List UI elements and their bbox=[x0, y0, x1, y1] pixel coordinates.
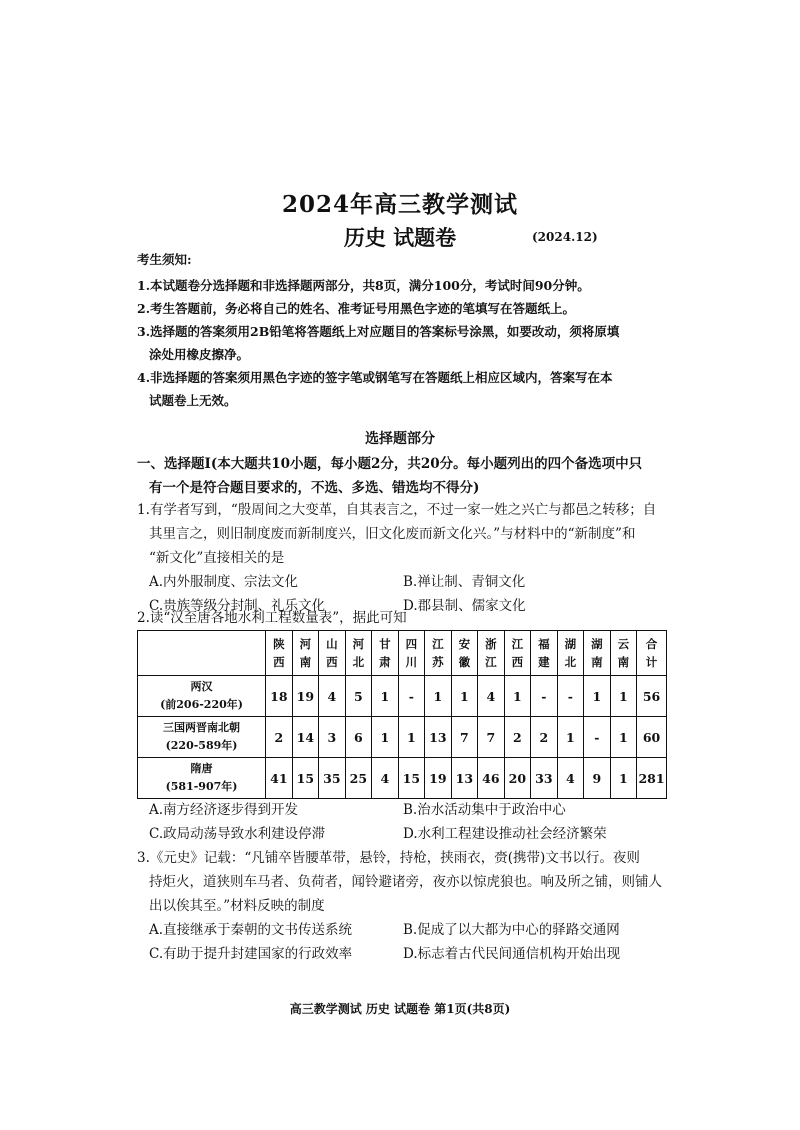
table-cell: 1 bbox=[610, 717, 637, 758]
q2-options bbox=[137, 798, 667, 846]
table-cell: 3 bbox=[319, 717, 346, 758]
row-label-han: 两汉 (前206-220年) bbox=[138, 676, 266, 717]
table-cell: 4 bbox=[478, 676, 505, 717]
col-header-jiangsu: 江 苏 bbox=[425, 631, 452, 676]
col-header-jiangxi: 江 西 bbox=[504, 631, 531, 676]
col-header-hebei: 河 北 bbox=[345, 631, 372, 676]
table-cell: 1 bbox=[398, 717, 425, 758]
table-row bbox=[138, 758, 667, 799]
exam-subtitle: 历史 试题卷 bbox=[343, 225, 457, 250]
table-cell: 1 bbox=[504, 676, 531, 717]
table-cell: 18 bbox=[266, 676, 293, 717]
table-cell: 2 bbox=[531, 717, 558, 758]
q1-option-a[interactable]: A.内外服制度、宗法文化 bbox=[149, 574, 299, 590]
q2-option-b[interactable]: B.治水活动集中于政治中心 bbox=[403, 802, 566, 818]
table-cell: 1 bbox=[610, 758, 637, 799]
note-item-2: 2.考生答题前，务必将自己的姓名、准考证号用黑色字迹的笔填写在答题纸上。 bbox=[137, 301, 576, 316]
table-cell: 13 bbox=[425, 717, 452, 758]
col-header-gansu: 甘 肃 bbox=[372, 631, 399, 676]
q2-option-a[interactable]: A.南方经济逐步得到开发 bbox=[149, 802, 299, 818]
q2-option-c[interactable]: C.政局动荡导致水利建设停滞 bbox=[149, 826, 326, 842]
table-cell: 4 bbox=[319, 676, 346, 717]
part1-line2: 有一个是符合题目要求的，不选、多选、错选均不得分) bbox=[149, 480, 480, 496]
note-item-3: 3.选择题的答案须用2B铅笔将答题纸上对应题目的答案标号涂黑，如要改动，须将原填 bbox=[137, 324, 620, 339]
q3-option-b[interactable]: B.促成了以大都为中心的驿路交通网 bbox=[403, 922, 620, 938]
q2-stem: 2.读“汉至唐各地水利工程数量表”，据此可知 bbox=[137, 610, 407, 626]
row-label-sanguo: 三国两晋南北朝 (220-589年) bbox=[138, 717, 266, 758]
q3-option-c[interactable]: C.有助于提升封建国家的行政效率 bbox=[149, 946, 353, 962]
col-header-yunnan: 云 南 bbox=[610, 631, 637, 676]
q3-line3: 出以俟其至。”材料反映的制度 bbox=[149, 898, 325, 914]
table-cell: 41 bbox=[266, 758, 293, 799]
table-cell: 1 bbox=[584, 676, 611, 717]
table-cell: 9 bbox=[584, 758, 611, 799]
q1-option-c[interactable]: C.贵族等级分封制、礼乐文化 bbox=[149, 598, 326, 614]
table-row bbox=[138, 676, 667, 717]
q1-line3: “新文化”直接相关的是 bbox=[149, 550, 285, 566]
q1-option-b[interactable]: B.禅让制、青铜文化 bbox=[403, 574, 526, 590]
col-header-hunan: 湖 南 bbox=[584, 631, 611, 676]
table-corner-cell bbox=[138, 631, 266, 676]
table-cell-total: 56 bbox=[637, 676, 667, 717]
table-cell: - bbox=[531, 676, 558, 717]
question-3 bbox=[137, 846, 667, 966]
table-cell: 2 bbox=[504, 717, 531, 758]
q2-option-d[interactable]: D.水利工程建设推动社会经济繁荣 bbox=[403, 826, 607, 842]
table-cell: 14 bbox=[292, 717, 319, 758]
table-cell: 13 bbox=[451, 758, 478, 799]
col-header-henan: 河 南 bbox=[292, 631, 319, 676]
table-cell: - bbox=[398, 676, 425, 717]
q1-line1: 1.有学者写到，“殷周间之大变革，自其表言之，不过一家一姓之兴亡与都邑之转移；自 bbox=[137, 502, 657, 518]
table-cell: 1 bbox=[451, 676, 478, 717]
table-cell-total: 281 bbox=[637, 758, 667, 799]
table-cell: 1 bbox=[372, 717, 399, 758]
table-cell: 15 bbox=[398, 758, 425, 799]
table-row bbox=[138, 717, 667, 758]
table-cell: - bbox=[584, 717, 611, 758]
row-label-suitang: 隋唐 (581-907年) bbox=[138, 758, 266, 799]
question-2-options bbox=[137, 798, 667, 846]
note-item-1: 1.本试题卷分选择题和非选择题两部分，共8页，满分100分，考试时间90分钟。 bbox=[137, 278, 590, 293]
section-title: 选择题部分 bbox=[365, 431, 435, 447]
table-cell: 35 bbox=[319, 758, 346, 799]
note-item-4: 4.非选择题的答案须用黑色字迹的签字笔或钢笔写在答题纸上相应区域内，答案写在本 bbox=[137, 370, 613, 385]
table-cell: 7 bbox=[451, 717, 478, 758]
page-footer: 高三教学测试 历史 试题卷 第1页(共8页) bbox=[289, 1002, 511, 1016]
table-cell: 19 bbox=[425, 758, 452, 799]
table-cell: 4 bbox=[372, 758, 399, 799]
table-cell: 46 bbox=[478, 758, 505, 799]
table-cell: 1 bbox=[557, 717, 584, 758]
col-header-fujian: 福 建 bbox=[531, 631, 558, 676]
col-header-hubei: 湖 北 bbox=[557, 631, 584, 676]
q3-line1: 3.《元史》记载：“凡铺卒皆腰革带，悬铃，持枪，挟雨衣，赍(携带)文书以行。夜则 bbox=[137, 850, 640, 866]
part1-line1: 一、选择题Ⅰ(本大题共10小题，每小题2分，共20分。每小题列出的四个备选项中只 bbox=[137, 456, 643, 472]
q3-line2: 持炬火，道狭则车马者、负荷者，闻铃避诸旁，夜亦以惊虎狼也。响及所之铺，则铺人 bbox=[149, 874, 662, 890]
table-cell: 1 bbox=[372, 676, 399, 717]
table-cell: - bbox=[557, 676, 584, 717]
part1-instructions bbox=[137, 452, 667, 500]
table-cell-total: 60 bbox=[637, 717, 667, 758]
col-header-anhui: 安 徽 bbox=[451, 631, 478, 676]
candidate-notes bbox=[137, 250, 667, 412]
q3-options bbox=[137, 918, 667, 966]
water-project-table bbox=[137, 630, 667, 799]
table-cell: 15 bbox=[292, 758, 319, 799]
col-header-total: 合 计 bbox=[637, 631, 667, 676]
table-cell: 5 bbox=[345, 676, 372, 717]
col-header-shanxi: 山 西 bbox=[319, 631, 346, 676]
table-cell: 20 bbox=[504, 758, 531, 799]
table-cell: 2 bbox=[266, 717, 293, 758]
table-cell: 19 bbox=[292, 676, 319, 717]
col-header-zhejiang: 浙 江 bbox=[478, 631, 505, 676]
table-cell: 6 bbox=[345, 717, 372, 758]
q3-option-a[interactable]: A.直接继承于秦朝的文书传送系统 bbox=[149, 922, 353, 938]
col-header-sichuan: 四 川 bbox=[398, 631, 425, 676]
table-cell: 1 bbox=[425, 676, 452, 717]
q1-line2: 其里言之，则旧制度废而新制度兴，旧文化废而新文化兴。”与材料中的“新制度”和 bbox=[149, 526, 636, 542]
question-2-stem bbox=[137, 606, 667, 630]
q1-option-d[interactable]: D.郡县制、儒家文化 bbox=[403, 598, 526, 614]
notes-heading: 考生须知: bbox=[137, 252, 192, 267]
table-header-row bbox=[138, 631, 667, 676]
q3-option-d[interactable]: D.标志着古代民间通信机构开始出现 bbox=[403, 946, 621, 962]
note-item-3-cont: 涂处用橡皮擦净。 bbox=[149, 347, 250, 362]
table-cell: 1 bbox=[610, 676, 637, 717]
question-1 bbox=[137, 498, 667, 618]
table-cell: 25 bbox=[345, 758, 372, 799]
exam-title: 2024年高三教学测试 bbox=[281, 191, 518, 218]
exam-date: (2024.12) bbox=[532, 230, 598, 244]
col-header-shaanxi: 陕 西 bbox=[266, 631, 293, 676]
table-cell: 33 bbox=[531, 758, 558, 799]
table-cell: 7 bbox=[478, 717, 505, 758]
note-item-4-cont: 试题卷上无效。 bbox=[149, 393, 237, 408]
table-cell: 4 bbox=[557, 758, 584, 799]
